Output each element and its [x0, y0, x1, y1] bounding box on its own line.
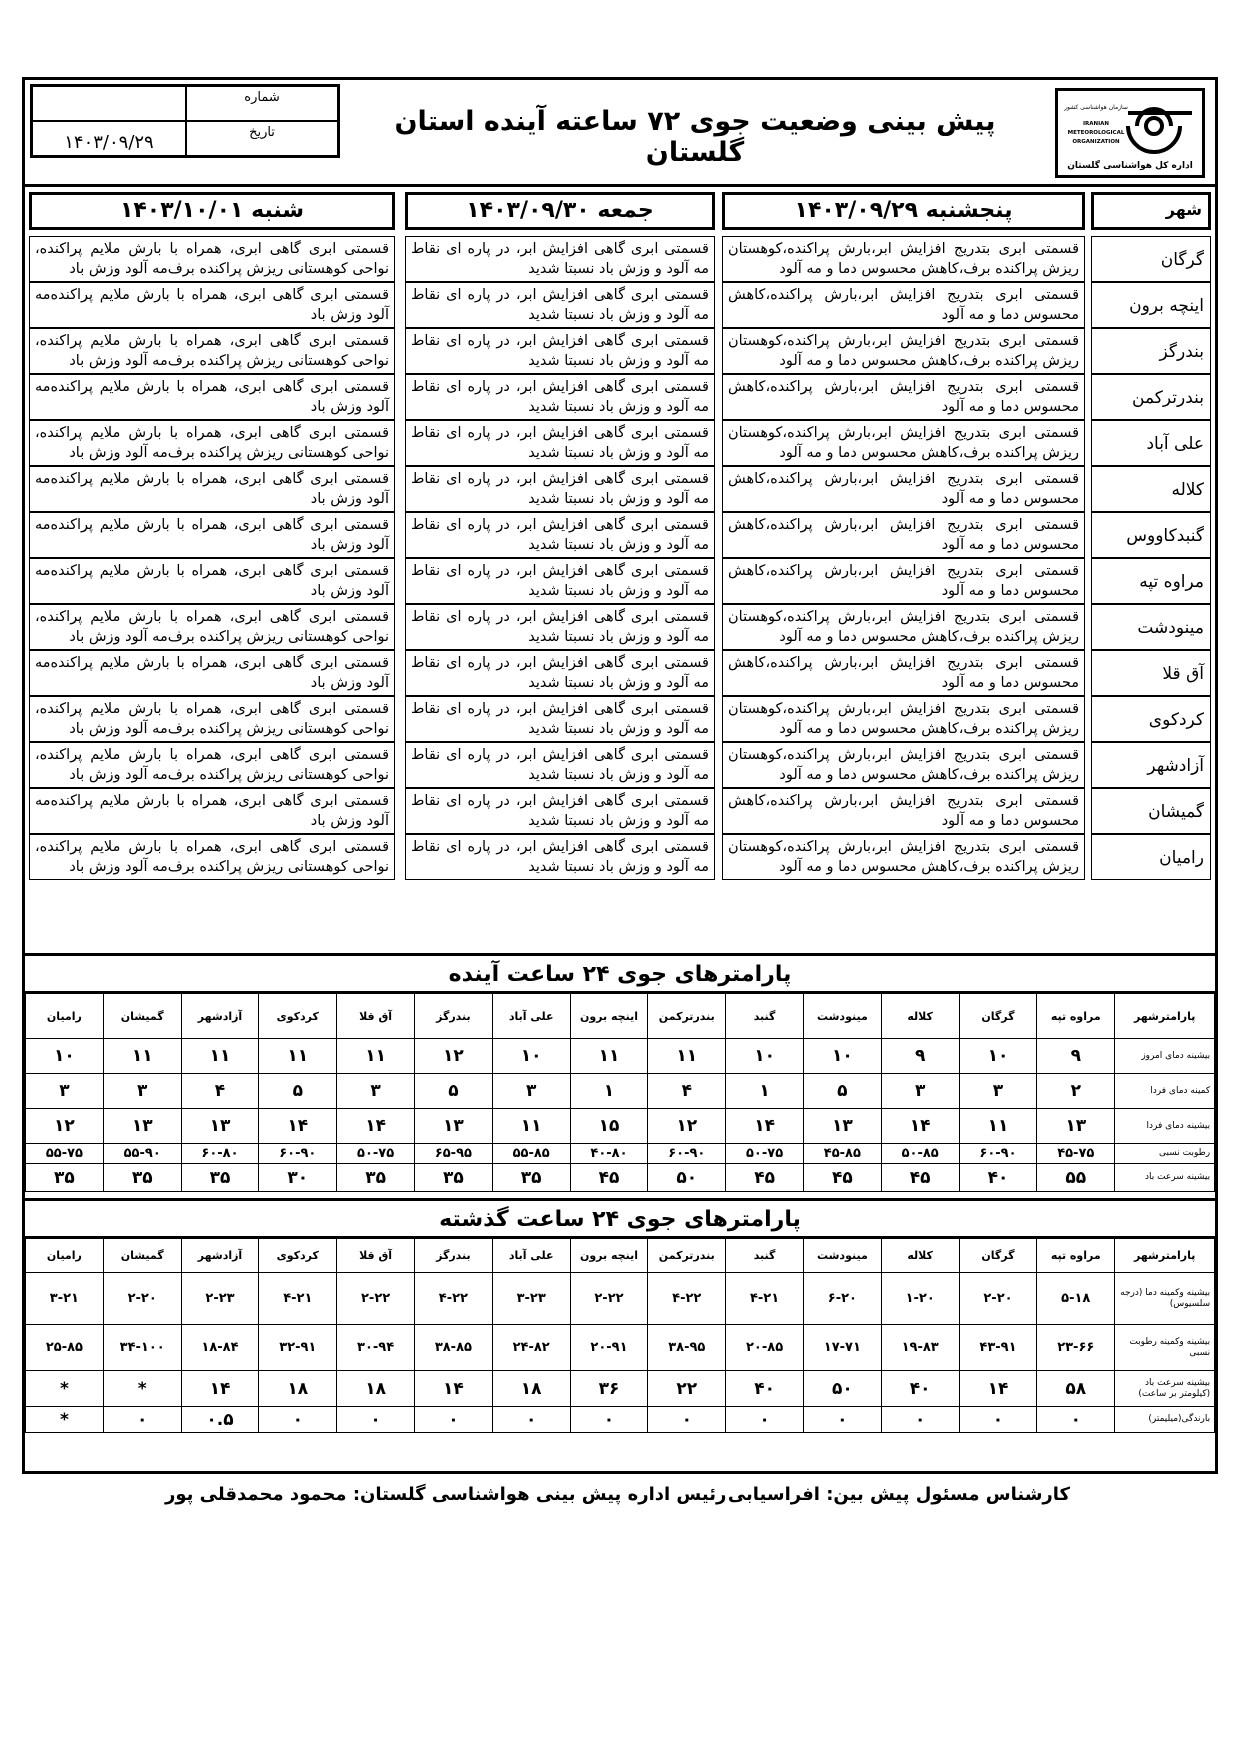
next24-value-cell: ۴ [648, 1074, 726, 1109]
past24-city-header: علی آباد [492, 1239, 570, 1273]
past24-value-cell: ۰ [726, 1407, 804, 1433]
forecast-cell-day2: قسمتی ابری گاهی افزایش ابر، در پاره ای نقاط مه آلود و وزش باد نسبتا شدید [405, 374, 715, 420]
forecast-city: مراوه تپه [1091, 558, 1211, 604]
forecast-cell-day1: قسمتی ابری بتدریج افزایش ابر،بارش پراکنده،کاهش محسوس دما و مه آلود [722, 466, 1085, 512]
page-title: پیش بینی وضعیت جوی ۷۲ ساعته آینده استان گلستان [394, 106, 996, 168]
next24-value-cell: ۱۳ [803, 1109, 881, 1144]
next24-value-cell: ۱۴ [259, 1109, 337, 1144]
past24-value-cell: ۳۸-۹۵ [648, 1325, 726, 1371]
past24-value-cell: ۱۴ [181, 1371, 259, 1407]
forecast-cell-day2: قسمتی ابری گاهی افزایش ابر، در پاره ای نقاط مه آلود و وزش باد نسبتا شدید [405, 742, 715, 788]
forecast-city: بندرگز [1091, 328, 1211, 374]
forecast-cell-day2: قسمتی ابری گاهی افزایش ابر، در پاره ای نقاط مه آلود و وزش باد نسبتا شدید [405, 466, 715, 512]
next24-value-cell: ۳۵ [26, 1164, 104, 1192]
forecaster-signature: کارشناس مسئول پیش بین: افراسیابی [727, 1484, 1070, 1505]
next24-value-cell: ۳۵ [337, 1164, 415, 1192]
past24-city-header: بندرگز [414, 1239, 492, 1273]
next24-value-cell: ۳۵ [414, 1164, 492, 1192]
svg-text:ORGANIZATION: ORGANIZATION [1072, 139, 1120, 145]
forecast-cell-day1: قسمتی ابری بتدریج افزایش ابر،بارش پراکنده،کوهستان ریزش پراکنده برف،کاهش محسوس دما و مه آلود [722, 696, 1085, 742]
next24-value-cell: ۵ [259, 1074, 337, 1109]
past24-value-cell: ۱۸ [337, 1371, 415, 1407]
past24-value-cell: ۳۶ [570, 1371, 648, 1407]
next24-param-row [26, 1144, 1215, 1164]
next24-value-cell: ۱۴ [726, 1109, 804, 1144]
past24-city-header: مینودشت [803, 1239, 881, 1273]
next24-value-cell: ۱۲ [26, 1109, 104, 1144]
forecast-cell-day3: قسمتی ابری گاهی ابری، همراه با بارش ملایم پراکنده‌مه آلود وزش باد [29, 512, 395, 558]
forecast-cell-day2: قسمتی ابری گاهی افزایش ابر، در پاره ای نقاط مه آلود و وزش باد نسبتا شدید [405, 512, 715, 558]
past24-param-label: بیشینه سرعت باد (کیلومتر بر ساعت) [1115, 1371, 1215, 1407]
next24-city-header: رامیان [26, 994, 104, 1039]
next24-value-cell: ۱۱ [337, 1039, 415, 1074]
forecast-cell-day1: قسمتی ابری بتدریج افزایش ابر،بارش پراکنده،کوهستان ریزش پراکنده برف،کاهش محسوس دما و مه آلود [722, 420, 1085, 466]
logo-emblem-icon [1062, 95, 1198, 157]
past24-city-header: گرگان [959, 1239, 1037, 1273]
past24-table [25, 1238, 1215, 1433]
next24-value-cell: ۱۱ [103, 1039, 181, 1074]
forecast-cell-day2: قسمتی ابری گاهی افزایش ابر، در پاره ای نقاط مه آلود و وزش باد نسبتا شدید [405, 834, 715, 880]
forecast-city: علی آباد [1091, 420, 1211, 466]
past24-param-row [26, 1371, 1215, 1407]
svg-text:METEOROLOGICAL: METEOROLOGICAL [1067, 130, 1125, 136]
next24-value-cell: ۴۵-۸۵ [803, 1144, 881, 1164]
next24-value-cell: ۱۰ [492, 1039, 570, 1074]
next24-value-cell: ۱۱ [648, 1039, 726, 1074]
past24-value-cell: ۲-۲۳ [181, 1273, 259, 1325]
past24-value-cell: * [26, 1371, 104, 1407]
svg-text:IRANIAN: IRANIAN [1082, 121, 1110, 127]
next24-param-label: بیشینه دمای فردا [1115, 1109, 1215, 1144]
next24-value-cell: ۱۱ [259, 1039, 337, 1074]
next24-value-cell: ۱۴ [337, 1109, 415, 1144]
past24-value-cell: ۳۸-۸۵ [414, 1325, 492, 1371]
past24-value-cell: ۴۳-۹۱ [959, 1325, 1037, 1371]
day-header-1: پنجشنبه ۱۴۰۳/۰۹/۲۹ [722, 192, 1085, 230]
next24-value-cell: ۵ [414, 1074, 492, 1109]
past24-value-cell: ۰ [337, 1407, 415, 1433]
past24-param-label: بیشینه وکمینه دما (درجه سلسیوس) [1115, 1273, 1215, 1325]
next24-city-header: بندرترکمن [648, 994, 726, 1039]
next24-value-cell: ۴۰-۸۰ [570, 1144, 648, 1164]
next24-value-cell: ۴۵ [881, 1164, 959, 1192]
past24-corner-header: پارامترشهر [1115, 1239, 1215, 1273]
forecast-cell-day1: قسمتی ابری بتدریج افزایش ابر،بارش پراکنده،کاهش محسوس دما و مه آلود [722, 558, 1085, 604]
forecast-row [25, 282, 1215, 328]
past24-value-cell: ۱۸-۸۴ [181, 1325, 259, 1371]
forecast-cell-day1: قسمتی ابری بتدریج افزایش ابر،بارش پراکنده،کوهستان ریزش پراکنده برف،کاهش محسوس دما و مه آلود [722, 328, 1085, 374]
next24-table [25, 993, 1215, 1192]
next24-value-cell: ۳۵ [492, 1164, 570, 1192]
forecast-row [25, 236, 1215, 282]
past24-param-row [26, 1407, 1215, 1433]
forecast-row [25, 742, 1215, 788]
next24-city-header: گنبد [726, 994, 804, 1039]
next24-city-header: مینودشت [803, 994, 881, 1039]
forecast-cell-day3: قسمتی ابری گاهی ابری، همراه با بارش ملایم پراکنده‌مه آلود وزش باد [29, 650, 395, 696]
forecast-cell-day2: قسمتی ابری گاهی افزایش ابر، در پاره ای نقاط مه آلود و وزش باد نسبتا شدید [405, 420, 715, 466]
next24-city-header: کردکوی [259, 994, 337, 1039]
past24-param-label: بیشینه وکمینه رطوبت نسبی [1115, 1325, 1215, 1371]
next24-param-row [26, 1109, 1215, 1144]
forecast-row [25, 558, 1215, 604]
next24-value-cell: ۶۰-۹۰ [648, 1144, 726, 1164]
past24-city-header: اینچه برون [570, 1239, 648, 1273]
past24-value-cell: ۳۰-۹۴ [337, 1325, 415, 1371]
past24-value-cell: ۲-۲۰ [103, 1273, 181, 1325]
past24-value-cell: ۳۲-۹۱ [259, 1325, 337, 1371]
forecast-cell-day3: قسمتی ابری گاهی ابری، همراه با بارش ملایم پراکنده‌مه آلود وزش باد [29, 282, 395, 328]
next24-param-label: بیشینه دمای امروز [1115, 1039, 1215, 1074]
next24-corner-header: پارامترشهر [1115, 994, 1215, 1039]
forecast-cell-day3: قسمتی ابری گاهی ابری، همراه با بارش ملایم پراکنده، نواحی کوهستانی ریزش پراکنده برف‌مه آلود وزش باد [29, 834, 395, 880]
forecast-cell-day3: قسمتی ابری گاهی ابری، همراه با بارش ملایم پراکنده، نواحی کوهستانی ریزش پراکنده برف‌مه آلود وزش باد [29, 328, 395, 374]
next24-value-cell: ۱ [726, 1074, 804, 1109]
past24-value-cell: ۰ [259, 1407, 337, 1433]
forecast-cell-day2: قسمتی ابری گاهی افزایش ابر، در پاره ای نقاط مه آلود و وزش باد نسبتا شدید [405, 282, 715, 328]
next24-value-cell: ۳ [492, 1074, 570, 1109]
document-header [25, 80, 1215, 187]
forecast-row [25, 374, 1215, 420]
next24-value-cell: ۳ [103, 1074, 181, 1109]
number-value [32, 86, 186, 121]
past24-city-header: آزادشهر [181, 1239, 259, 1273]
forecast-city: گرگان [1091, 236, 1211, 282]
date-label: تاریخ [186, 121, 338, 156]
day-header-2: جمعه ۱۴۰۳/۰۹/۳۰ [405, 192, 715, 230]
past24-value-cell: ۰ [881, 1407, 959, 1433]
forecast-city: بندرترکمن [1091, 374, 1211, 420]
forecast-row [25, 604, 1215, 650]
past24-value-cell: ۰.۵ [181, 1407, 259, 1433]
next24-value-cell: ۵۵-۸۵ [492, 1144, 570, 1164]
forecast-cell-day3: قسمتی ابری گاهی ابری، همراه با بارش ملایم پراکنده، نواحی کوهستانی ریزش پراکنده برف‌مه آلود وزش باد [29, 604, 395, 650]
forecast-cell-day3: قسمتی ابری گاهی ابری، همراه با بارش ملایم پراکنده‌مه آلود وزش باد [29, 466, 395, 512]
next24-city-header: آزادشهر [181, 994, 259, 1039]
logo-caption: اداره کل هواشناسی گلستان [1067, 161, 1193, 171]
next24-value-cell: ۵۵-۷۵ [26, 1144, 104, 1164]
day-header-3: شنبه ۱۴۰۳/۱۰/۰۱ [29, 192, 395, 230]
past24-city-header: گمیشان [103, 1239, 181, 1273]
next24-city-header: مراوه تپه [1037, 994, 1115, 1039]
next24-city-header: کلاله [881, 994, 959, 1039]
next24-value-cell: ۱۳ [1037, 1109, 1115, 1144]
forecast-cell-day3: قسمتی ابری گاهی ابری، همراه با بارش ملایم پراکنده‌مه آلود وزش باد [29, 558, 395, 604]
next24-value-cell: ۹ [1037, 1039, 1115, 1074]
past24-value-cell: ۲-۲۲ [337, 1273, 415, 1325]
forecast-city: رامیان [1091, 834, 1211, 880]
past24-value-cell: ۲۲ [648, 1371, 726, 1407]
next24-value-cell: ۳ [337, 1074, 415, 1109]
next24-param-label: رطوبت نسبی [1115, 1144, 1215, 1164]
past24-value-cell: ۲۰-۸۵ [726, 1325, 804, 1371]
past24-value-cell: ۰ [959, 1407, 1037, 1433]
next24-value-cell: ۱۰ [959, 1039, 1037, 1074]
forecast-city: گمیشان [1091, 788, 1211, 834]
past24-value-cell: ۲۰-۹۱ [570, 1325, 648, 1371]
director-signature: رئیس اداره پیش بینی هواشناسی گلستان: محمود محمدقلی پور [165, 1484, 727, 1505]
next24-city-header: بندرگز [414, 994, 492, 1039]
past24-value-cell: ۲۳-۶۶ [1037, 1325, 1115, 1371]
next24-city-header: گمیشان [103, 994, 181, 1039]
past24-city-header: کردکوی [259, 1239, 337, 1273]
past24-header-row [26, 1239, 1215, 1273]
next24-value-cell: ۱۳ [181, 1109, 259, 1144]
forecast-cell-day1: قسمتی ابری بتدریج افزایش ابر،بارش پراکنده،کوهستان ریزش پراکنده برف،کاهش محسوس دما و مه آلود [722, 604, 1085, 650]
past24-value-cell: ۰ [570, 1407, 648, 1433]
next24-value-cell: ۴۵-۷۵ [1037, 1144, 1115, 1164]
forecast-city: مینودشت [1091, 604, 1211, 650]
past24-title: پارامترهای جوی ۲۴ ساعت گذشته [25, 1198, 1215, 1238]
past24-value-cell: ۱۴ [959, 1371, 1037, 1407]
forecast-cell-day2: قسمتی ابری گاهی افزایش ابر، در پاره ای نقاط مه آلود و وزش باد نسبتا شدید [405, 604, 715, 650]
forecast-city: آق قلا [1091, 650, 1211, 696]
next24-value-cell: ۴۰ [959, 1164, 1037, 1192]
past24-value-cell: ۰ [492, 1407, 570, 1433]
number-label: شماره [186, 86, 338, 121]
forecast-cell-day2: قسمتی ابری گاهی افزایش ابر، در پاره ای نقاط مه آلود و وزش باد نسبتا شدید [405, 236, 715, 282]
next24-value-cell: ۵۰-۷۵ [337, 1144, 415, 1164]
next24-value-cell: ۵۵ [1037, 1164, 1115, 1192]
next24-value-cell: ۵۵-۹۰ [103, 1144, 181, 1164]
next24-value-cell: ۱۳ [103, 1109, 181, 1144]
past24-city-header: مراوه تپه [1037, 1239, 1115, 1273]
forecast-row [25, 512, 1215, 558]
next24-city-header: اینچه برون [570, 994, 648, 1039]
past24-value-cell: ۵۸ [1037, 1371, 1115, 1407]
past24-value-cell: ۴-۲۲ [648, 1273, 726, 1325]
forecast-cell-day2: قسمتی ابری گاهی افزایش ابر، در پاره ای نقاط مه آلود و وزش باد نسبتا شدید [405, 788, 715, 834]
forecast-cell-day1: قسمتی ابری بتدریج افزایش ابر،بارش پراکنده،کاهش محسوس دما و مه آلود [722, 650, 1085, 696]
past24-value-cell: ۰ [103, 1407, 181, 1433]
next24-value-cell: ۱۰ [803, 1039, 881, 1074]
forecast-row [25, 788, 1215, 834]
next24-value-cell: ۹ [881, 1039, 959, 1074]
forecast-row [25, 466, 1215, 512]
past24-value-cell: ۰ [803, 1407, 881, 1433]
past24-city-header: رامیان [26, 1239, 104, 1273]
next24-value-cell: ۱ [570, 1074, 648, 1109]
past24-value-cell: ۳۴-۱۰۰ [103, 1325, 181, 1371]
next24-value-cell: ۱۴ [881, 1109, 959, 1144]
past24-value-cell: ۴۰ [726, 1371, 804, 1407]
next24-value-cell: ۱۱ [570, 1039, 648, 1074]
forecast-row [25, 420, 1215, 466]
next24-param-row [26, 1039, 1215, 1074]
next24-value-cell: ۵۰-۸۵ [881, 1144, 959, 1164]
next24-value-cell: ۱۳ [414, 1109, 492, 1144]
past24-value-cell: * [26, 1407, 104, 1433]
next24-value-cell: ۱۱ [959, 1109, 1037, 1144]
next24-value-cell: ۴۵ [570, 1164, 648, 1192]
past24-value-cell: ۲۴-۸۲ [492, 1325, 570, 1371]
next24-value-cell: ۱۲ [414, 1039, 492, 1074]
forecast-cell-day3: قسمتی ابری گاهی ابری، همراه با بارش ملایم پراکنده، نواحی کوهستانی ریزش پراکنده برف‌مه آلود وزش باد [29, 236, 395, 282]
past24-city-header: بندرترکمن [648, 1239, 726, 1273]
next24-value-cell: ۳۵ [103, 1164, 181, 1192]
forecast-cell-day3: قسمتی ابری گاهی ابری، همراه با بارش ملایم پراکنده، نواحی کوهستانی ریزش پراکنده برف‌مه آلود وزش باد [29, 420, 395, 466]
past24-value-cell: ۱-۲۰ [881, 1273, 959, 1325]
forecast-city: اینچه برون [1091, 282, 1211, 328]
next24-value-cell: ۶۰-۹۰ [259, 1144, 337, 1164]
past24-city-header: گنبد [726, 1239, 804, 1273]
forecast-cell-day3: قسمتی ابری گاهی ابری، همراه با بارش ملایم پراکنده‌مه آلود وزش باد [29, 374, 395, 420]
forecast-cell-day1: قسمتی ابری بتدریج افزایش ابر،بارش پراکنده،کاهش محسوس دما و مه آلود [722, 788, 1085, 834]
date-value: ۱۴۰۳/۰۹/۲۹ [32, 121, 186, 156]
organization-logo [1055, 88, 1205, 178]
next24-value-cell: ۳ [959, 1074, 1037, 1109]
forecast-header-row [25, 188, 1215, 232]
next24-title: پارامترهای جوی ۲۴ ساعت آینده [25, 953, 1215, 993]
past24-value-cell: ۰ [414, 1407, 492, 1433]
next24-value-cell: ۱۰ [26, 1039, 104, 1074]
forecast-cell-day1: قسمتی ابری بتدریج افزایش ابر،بارش پراکنده،کوهستان ریزش پراکنده برف،کاهش محسوس دما و مه آلود [722, 834, 1085, 880]
forecast-cell-day2: قسمتی ابری گاهی افزایش ابر، در پاره ای نقاط مه آلود و وزش باد نسبتا شدید [405, 650, 715, 696]
forecast-cell-day1: قسمتی ابری بتدریج افزایش ابر،بارش پراکنده،کاهش محسوس دما و مه آلود [722, 282, 1085, 328]
next24-value-cell: ۱۲ [648, 1109, 726, 1144]
next24-city-header: آق قلا [337, 994, 415, 1039]
next24-value-cell: ۴۵ [726, 1164, 804, 1192]
forecast-cell-day1: قسمتی ابری بتدریج افزایش ابر،بارش پراکنده،کوهستان ریزش پراکنده برف،کاهش محسوس دما و مه آلود [722, 236, 1085, 282]
past24-value-cell: ۲-۲۲ [570, 1273, 648, 1325]
forecast-cell-day1: قسمتی ابری بتدریج افزایش ابر،بارش پراکنده،کوهستان ریزش پراکنده برف،کاهش محسوس دما و مه آلود [722, 742, 1085, 788]
forecast-cell-day2: قسمتی ابری گاهی افزایش ابر، در پاره ای نقاط مه آلود و وزش باد نسبتا شدید [405, 696, 715, 742]
past24-value-cell: ۴۰ [881, 1371, 959, 1407]
forecast-city: گنبدکاووس [1091, 512, 1211, 558]
past24-value-cell: ۲-۲۰ [959, 1273, 1037, 1325]
next24-value-cell: ۲ [1037, 1074, 1115, 1109]
past24-value-cell: ۳-۲۳ [492, 1273, 570, 1325]
next24-value-cell: ۵ [803, 1074, 881, 1109]
past24-value-cell: ۰ [1037, 1407, 1115, 1433]
past24-value-cell: ۰ [648, 1407, 726, 1433]
past24-value-cell: ۱۸ [259, 1371, 337, 1407]
past24-value-cell: ۴-۲۲ [414, 1273, 492, 1325]
forecast-city: کردکوی [1091, 696, 1211, 742]
next24-param-label: بیشینه سرعت باد [1115, 1164, 1215, 1192]
next24-value-cell: ۵۰-۷۵ [726, 1144, 804, 1164]
logo-text-top: سازمان هواشناسی کشور [1064, 104, 1128, 111]
next24-value-cell: ۱۵ [570, 1109, 648, 1144]
forecast-row [25, 696, 1215, 742]
forecast-cell-day3: قسمتی ابری گاهی ابری، همراه با بارش ملایم پراکنده‌مه آلود وزش باد [29, 788, 395, 834]
next24-value-cell: ۱۱ [492, 1109, 570, 1144]
next24-value-cell: ۴ [181, 1074, 259, 1109]
past24-value-cell: ۱۴ [414, 1371, 492, 1407]
past24-param-row [26, 1325, 1215, 1371]
past24-value-cell: ۱۷-۷۱ [803, 1325, 881, 1371]
next24-value-cell: ۶۰-۸۰ [181, 1144, 259, 1164]
document-frame [22, 77, 1218, 1474]
past24-value-cell: ۶-۲۰ [803, 1273, 881, 1325]
past24-value-cell: ۱۸ [492, 1371, 570, 1407]
forecast-cell-day2: قسمتی ابری گاهی افزایش ابر، در پاره ای نقاط مه آلود و وزش باد نسبتا شدید [405, 558, 715, 604]
past24-value-cell: ۴-۲۱ [259, 1273, 337, 1325]
forecast-cell-day2: قسمتی ابری گاهی افزایش ابر، در پاره ای نقاط مه آلود و وزش باد نسبتا شدید [405, 328, 715, 374]
next24-value-cell: ۳ [26, 1074, 104, 1109]
next24-value-cell: ۳۵ [181, 1164, 259, 1192]
next24-param-label: کمینه دمای فردا [1115, 1074, 1215, 1109]
next24-value-cell: ۴۵ [803, 1164, 881, 1192]
number-date-box [30, 84, 340, 158]
forecast-row [25, 650, 1215, 696]
past24-param-row [26, 1273, 1215, 1325]
next24-value-cell: ۳ [881, 1074, 959, 1109]
past24-param-label: بارندگی(میلیمتر) [1115, 1407, 1215, 1433]
past24-value-cell: ۵۰ [803, 1371, 881, 1407]
forecast-city: کلاله [1091, 466, 1211, 512]
city-column-header: شهر [1091, 192, 1211, 230]
forecast-row [25, 328, 1215, 374]
next24-param-row [26, 1074, 1215, 1109]
past24-value-cell: ۵-۱۸ [1037, 1273, 1115, 1325]
next24-value-cell: ۵۰ [648, 1164, 726, 1192]
next24-value-cell: ۶۰-۹۰ [959, 1144, 1037, 1164]
past24-value-cell: * [103, 1371, 181, 1407]
forecast-cell-day1: قسمتی ابری بتدریج افزایش ابر،بارش پراکنده،کاهش محسوس دما و مه آلود [722, 374, 1085, 420]
forecast-city: آزادشهر [1091, 742, 1211, 788]
past24-city-header: کلاله [881, 1239, 959, 1273]
forecast-cell-day1: قسمتی ابری بتدریج افزایش ابر،بارش پراکنده،کاهش محسوس دما و مه آلود [722, 512, 1085, 558]
past24-value-cell: ۴-۲۱ [726, 1273, 804, 1325]
next24-value-cell: ۳۰ [259, 1164, 337, 1192]
next24-city-header: گرگان [959, 994, 1037, 1039]
next24-value-cell: ۱۰ [726, 1039, 804, 1074]
next24-param-row [26, 1164, 1215, 1192]
past24-city-header: آق قلا [337, 1239, 415, 1273]
next24-value-cell: ۱۱ [181, 1039, 259, 1074]
past24-value-cell: ۱۹-۸۳ [881, 1325, 959, 1371]
next24-header-row [26, 994, 1215, 1039]
past24-value-cell: ۳-۲۱ [26, 1273, 104, 1325]
next24-city-header: علی آباد [492, 994, 570, 1039]
next24-value-cell: ۶۵-۹۵ [414, 1144, 492, 1164]
forecast-cell-day3: قسمتی ابری گاهی ابری، همراه با بارش ملایم پراکنده، نواحی کوهستانی ریزش پراکنده برف‌مه آلود وزش باد [29, 742, 395, 788]
past24-value-cell: ۲۵-۸۵ [26, 1325, 104, 1371]
forecast-cell-day3: قسمتی ابری گاهی ابری، همراه با بارش ملایم پراکنده، نواحی کوهستانی ریزش پراکنده برف‌مه آلود وزش باد [29, 696, 395, 742]
forecast-row [25, 834, 1215, 880]
